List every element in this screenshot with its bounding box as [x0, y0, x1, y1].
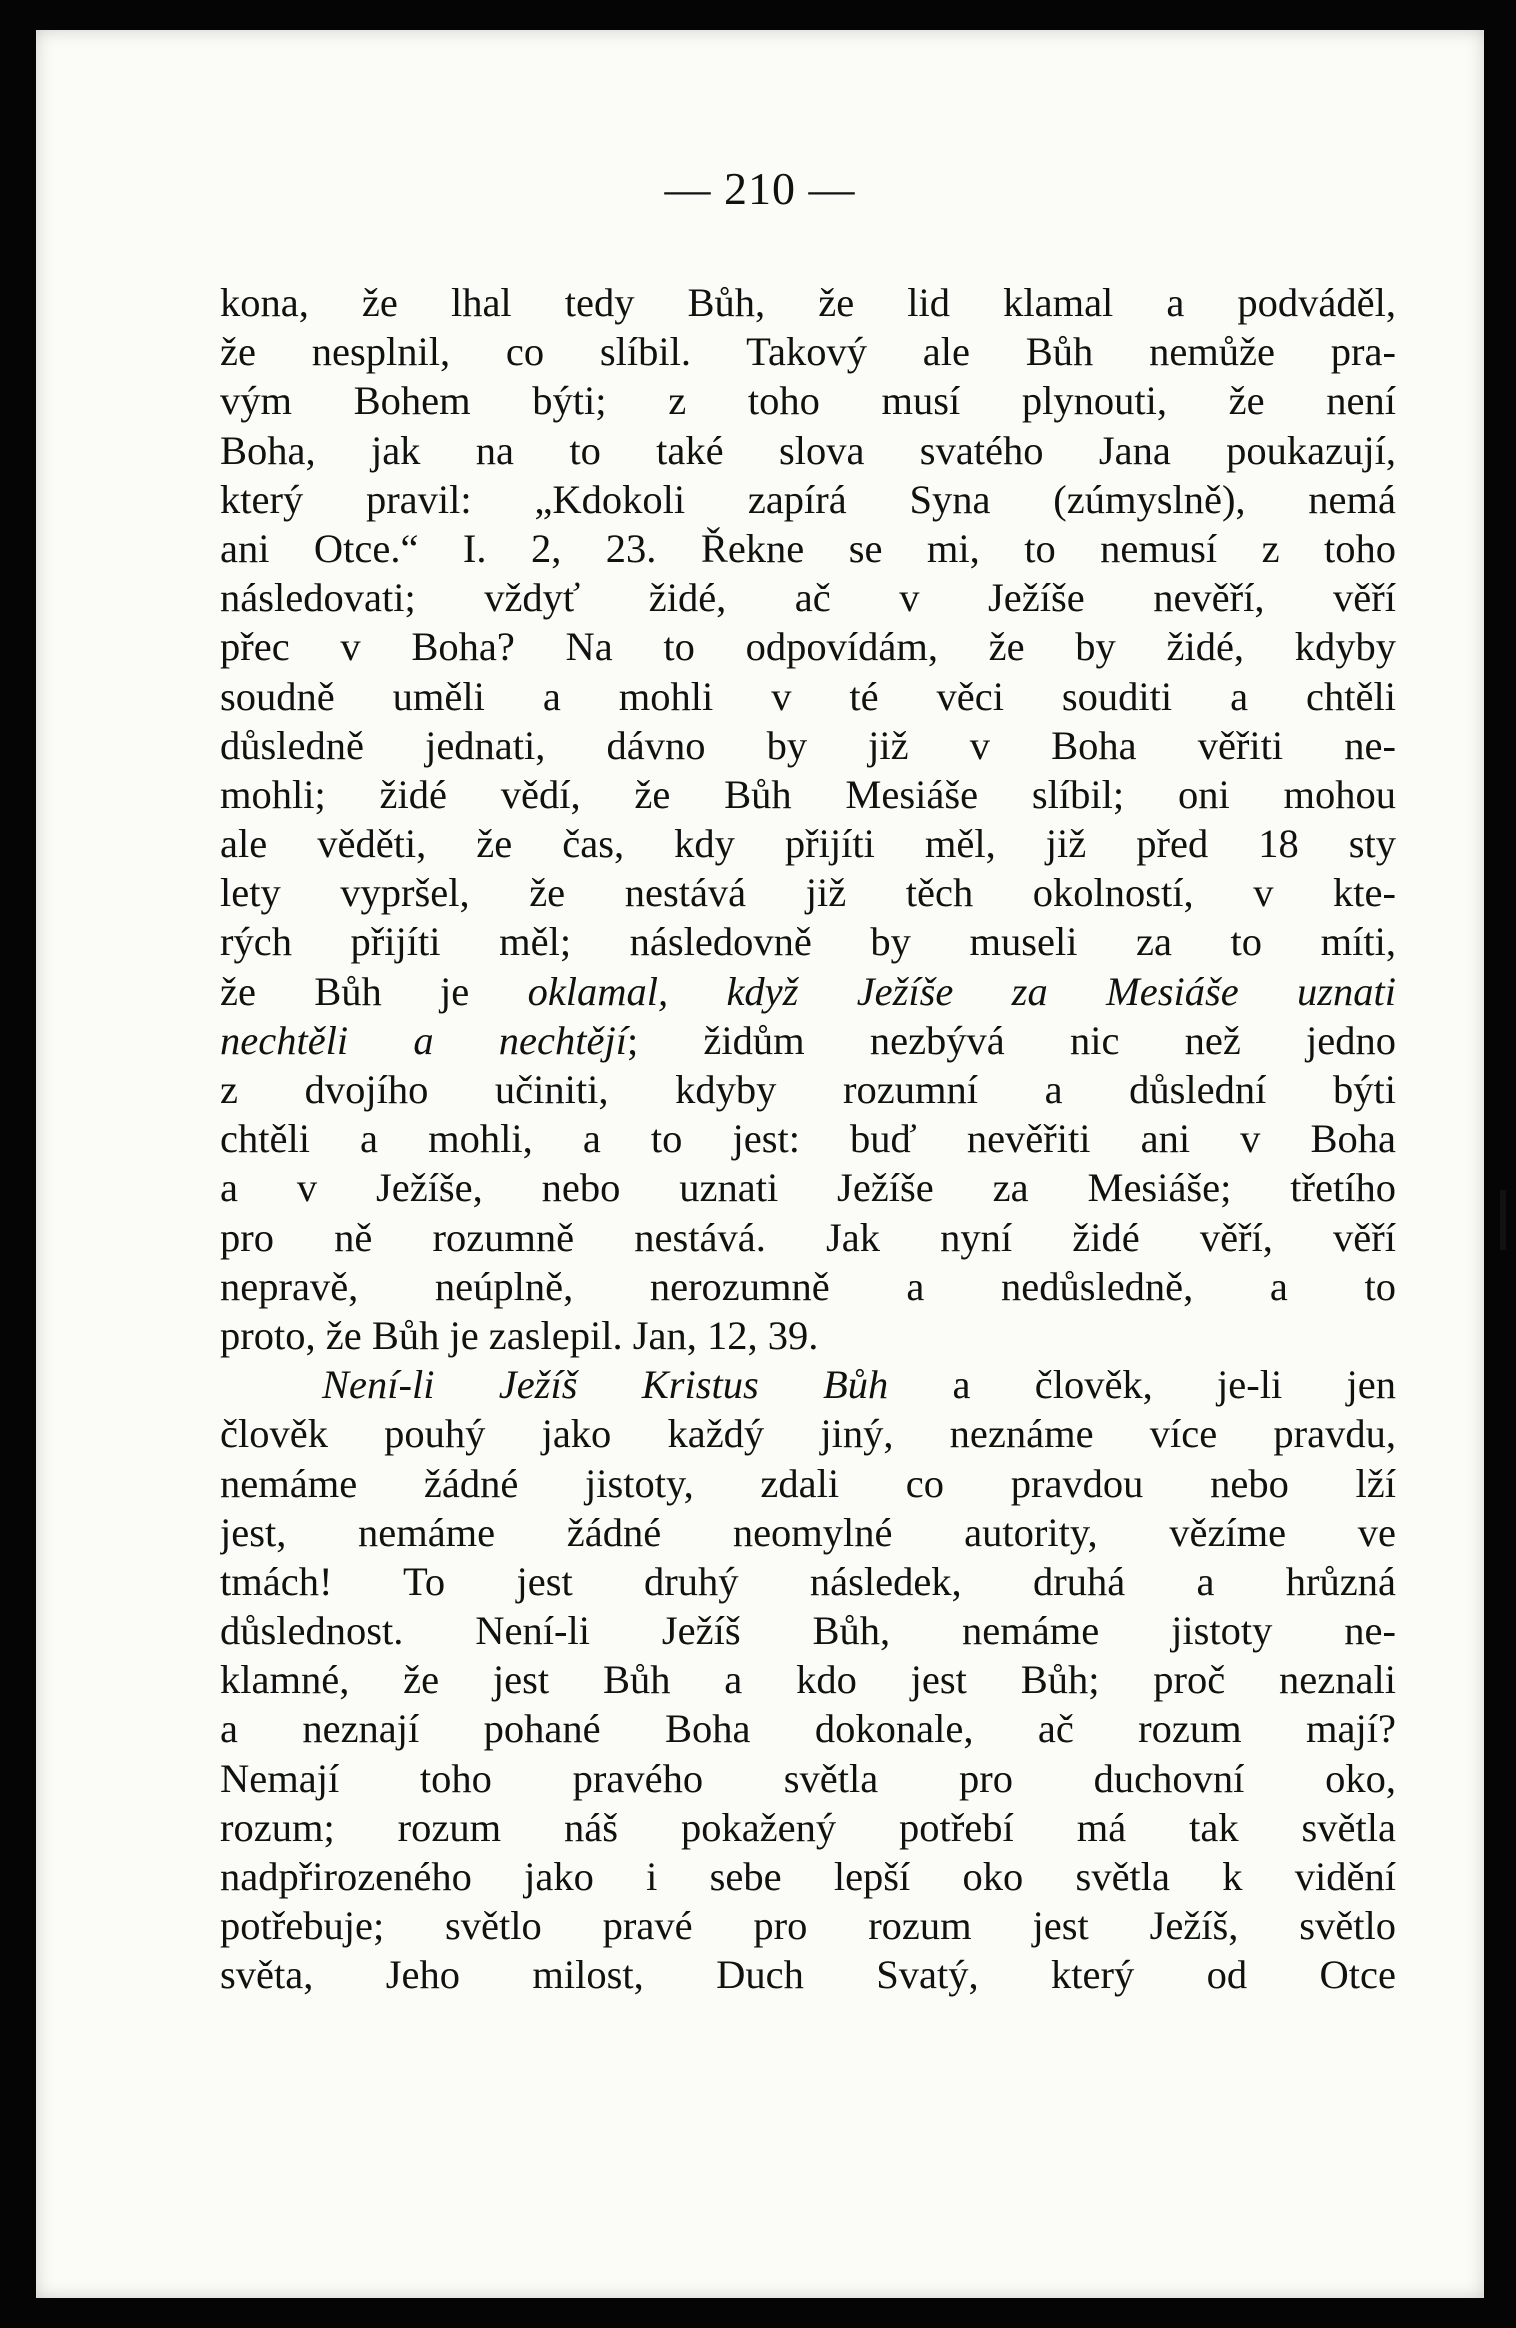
text-line: důslednost. Není-li Ježíš Bůh, nemáme jistoty ne-	[220, 1608, 1396, 1654]
paragraph-end-line: proto, že Bůh je zaslepil. Jan, 12, 39.	[220, 1312, 819, 1358]
text-line: že nesplnil, co slíbil. Takový ale Bůh nemůže pra-	[220, 329, 1396, 375]
text-line: pro ně rozumně nestává. Jak nyní židé věří, věří	[220, 1214, 1396, 1260]
text-line: nepravě, neúplně, nerozumně a nedůsledně, a to	[220, 1263, 1396, 1309]
italic-text-segment: Není-li Ježíš Kristus Bůh	[322, 1362, 889, 1408]
text-segment: ; židům nezbývá nic než jedno	[627, 1017, 1396, 1063]
text-line: soudně uměli a mohli v té věci souditi a chtěli	[220, 673, 1396, 719]
page-sheet	[36, 30, 1484, 2298]
italic-text-segment: oklamal, když Ježíše za Mesiáše uznati	[527, 968, 1396, 1014]
text-line: vým Bohem býti; z toho musí plynouti, že není	[220, 378, 1396, 424]
text-line: ani Otce.“ I. 2, 23. Řekne se mi, to nemusí z toho	[220, 525, 1396, 571]
text-line: klamné, že jest Bůh a kdo jest Bůh; proč neznali	[220, 1657, 1396, 1703]
text-line: nadpřirozeného jako i sebe lepší oko světla k vidění	[220, 1854, 1396, 1899]
text-line: z dvojího učiniti, kdyby rozumní a důslední býti	[220, 1067, 1396, 1112]
italic-text-segment: nechtěli a nechtějí	[220, 1017, 627, 1063]
page-number: — 210 —	[664, 163, 856, 214]
text-line: rozum; rozum náš pokažený potřebí má tak světla	[220, 1804, 1396, 1850]
text-line: přec v Boha? Na to odpovídám, že by židé, kdyby	[220, 624, 1396, 670]
text-segment: a člověk, je-li jen	[888, 1362, 1396, 1408]
text-line: světa, Jeho milost, Duch Svatý, který od Otce	[220, 1952, 1396, 1998]
text-line	[220, 1360, 1396, 1409]
text-line: Boha, jak na to také slova svatého Jana poukazují,	[220, 427, 1396, 473]
scan-edge-mark	[1500, 1190, 1506, 1250]
text-line: ale věděti, že čas, kdy přijíti měl, již před 18 sty	[220, 821, 1396, 867]
text-line: lety vypršel, že nestává již těch okolností, v kte-	[220, 870, 1396, 916]
text-line: potřebuje; světlo pravé pro rozum jest Ježíš, světlo	[220, 1903, 1396, 1949]
text-line: důsledně jednati, dávno by již v Boha věřiti ne-	[220, 722, 1396, 768]
text-line: nemáme žádné jistoty, zdali co pravdou nebo lží	[220, 1460, 1396, 1506]
text-line: rých přijíti měl; následovně by museli za to míti,	[220, 919, 1396, 965]
text-line: chtěli a mohli, a to jest: buď nevěřiti ani v Boha	[220, 1116, 1396, 1162]
text-line: mohli; židé vědí, že Bůh Mesiáše slíbil; oni mohou	[220, 771, 1396, 817]
body-text	[220, 278, 1396, 2000]
text-line: tmách! To jest druhý následek, druhá a hrůzná	[220, 1558, 1396, 1604]
text-line: a v Ježíše, nebo uznati Ježíše za Mesiáše; třetího	[220, 1165, 1396, 1211]
text-line: a neznají pohané Boha dokonale, ač rozum mají?	[220, 1706, 1396, 1752]
text-line: jest, nemáme žádné neomylné autority, vězíme ve	[220, 1509, 1396, 1555]
text-line: člověk pouhý jako každý jiný, neznáme více pravdu,	[220, 1411, 1396, 1457]
text-line	[220, 967, 1396, 1016]
text-line: Nemají toho pravého světla pro duchovní oko,	[220, 1755, 1396, 1801]
text-line: následovati; vždyť židé, ač v Ježíše nevěří, věří	[220, 575, 1396, 621]
text-line: který pravil: „Kdokoli zapírá Syna (zúmyslně), nemá	[220, 476, 1396, 522]
text-line	[220, 1016, 1396, 1065]
text-line: kona, že lhal tedy Bůh, že lid klamal a podváděl,	[220, 280, 1396, 325]
text-segment: že Bůh je	[220, 968, 528, 1014]
